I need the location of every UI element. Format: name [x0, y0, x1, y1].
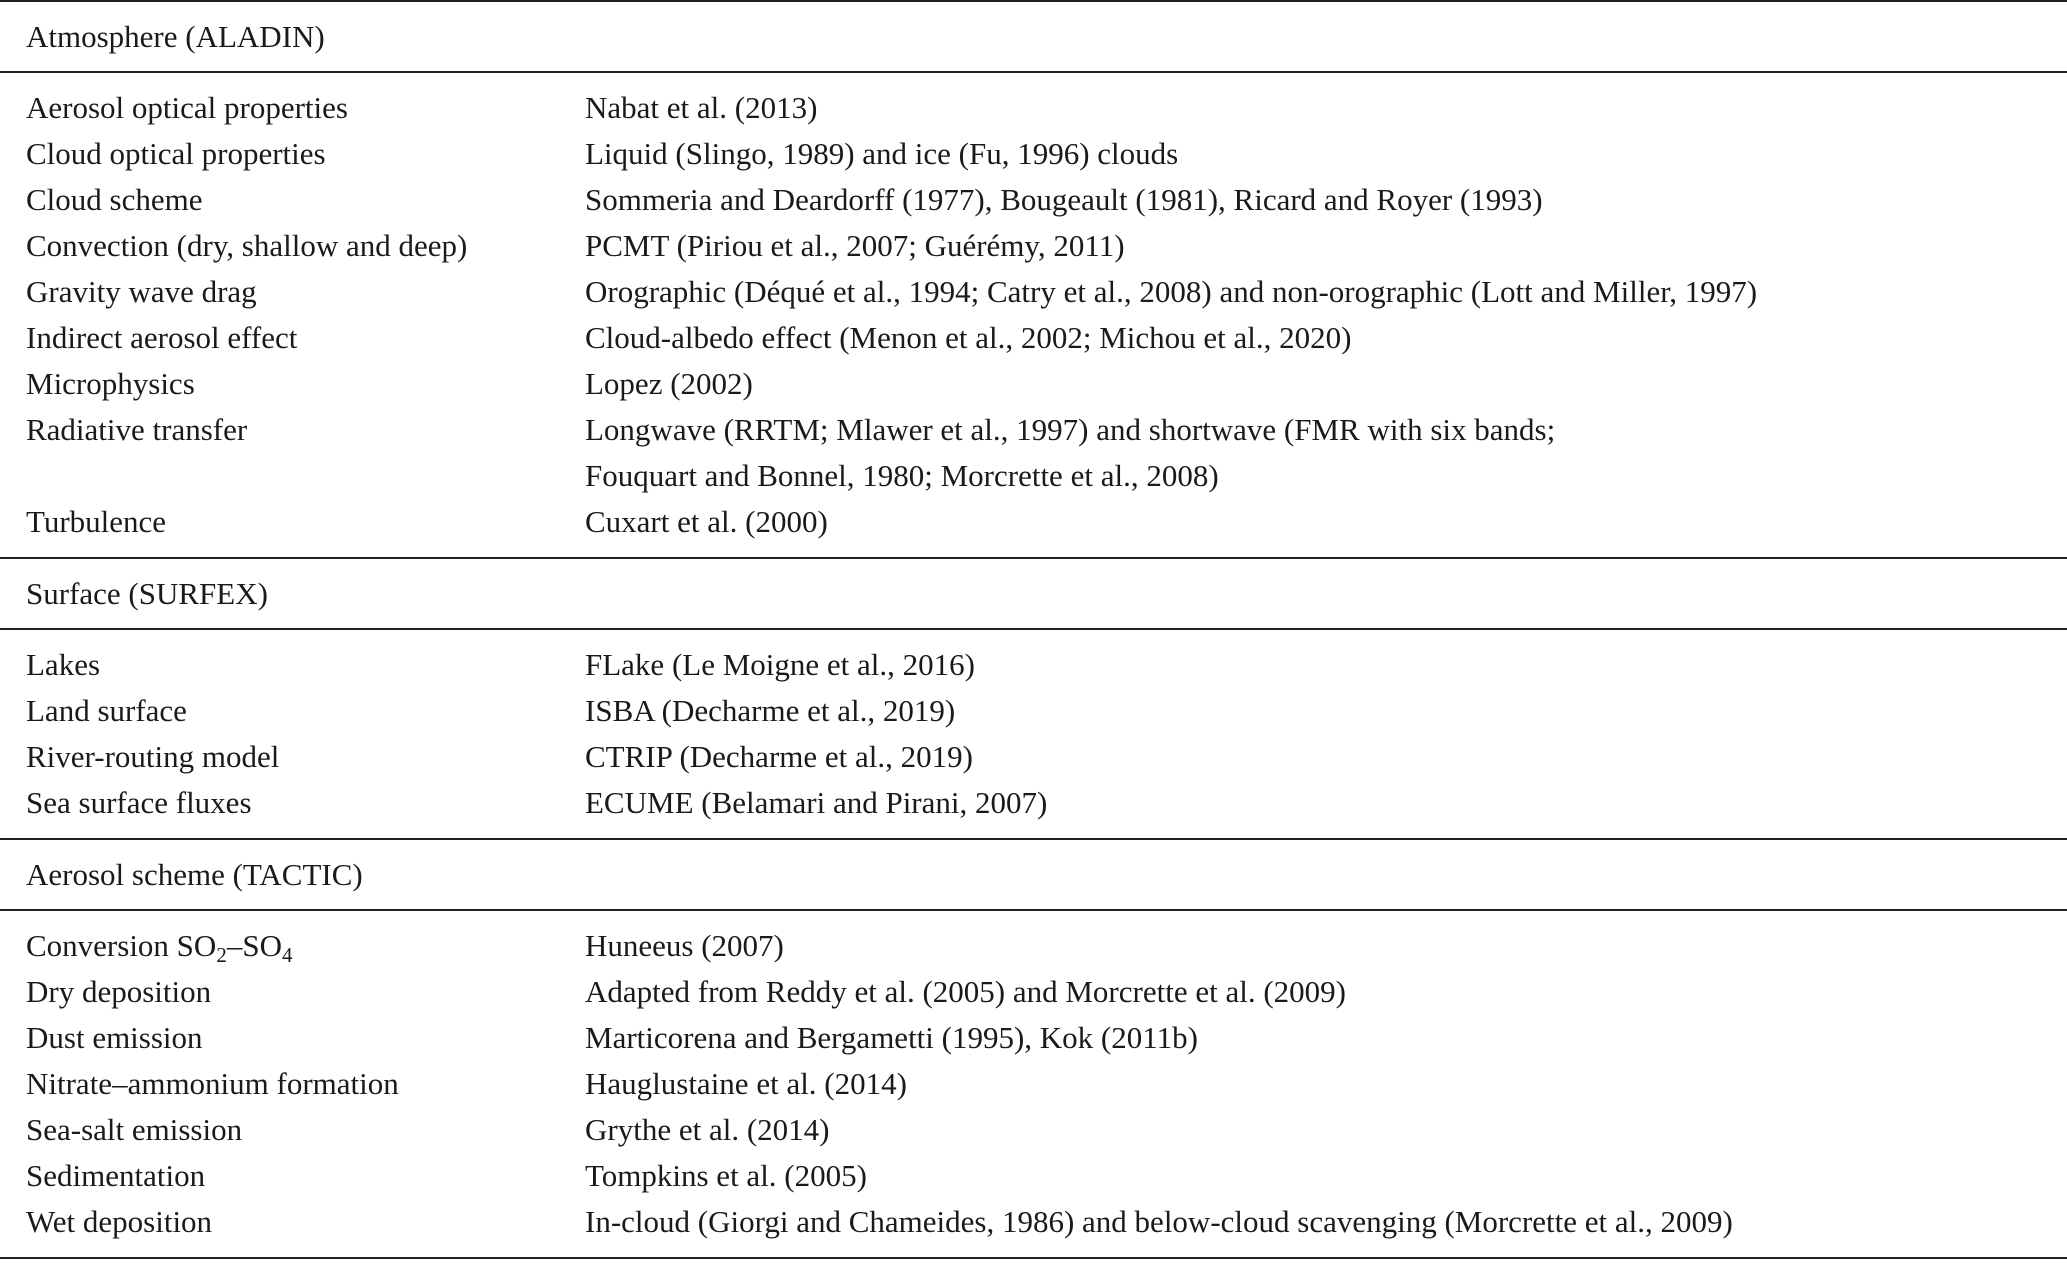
- component-cell: Indirect aerosol effect: [26, 320, 298, 355]
- table-row: [0, 1199, 2067, 1245]
- section-body-aerosol: [0, 911, 2067, 1257]
- component-cell: Aerosol optical properties: [26, 90, 348, 125]
- table-row: [0, 780, 2067, 826]
- component-cell: Convection (dry, shallow and deep): [26, 228, 468, 263]
- reference-line: Longwave (RRTM; Mlawer et al., 1997) and shortwave (FMR with six bands;: [585, 412, 1556, 447]
- component-cell: Wet deposition: [26, 1204, 213, 1239]
- component-cell: Lakes: [26, 647, 101, 682]
- reference-cell: PCMT (Piriou et al., 2007; Guérémy, 2011): [585, 228, 1125, 263]
- reference-cell: Sommeria and Deardorff (1977), Bougeault (1981), Ricard and Royer (1993): [585, 182, 1543, 217]
- table-row: [0, 269, 2067, 315]
- reference-cell: Adapted from Reddy et al. (2005) and Morcrette et al. (2009): [585, 974, 1346, 1009]
- reference-cell: Hauglustaine et al. (2014): [585, 1066, 907, 1101]
- reference-cell: Liquid (Slingo, 1989) and ice (Fu, 1996) clouds: [585, 136, 1179, 171]
- reference-cell: Orographic (Déqué et al., 1994; Catry et al., 2008) and non-orographic (Lott and Miller, 1997): [585, 274, 1758, 309]
- table-row: [0, 923, 2067, 969]
- component-cell: Microphysics: [26, 366, 195, 401]
- component-cell: Sea surface fluxes: [26, 785, 252, 820]
- component-cell: Land surface: [26, 693, 187, 728]
- component-text: Conversion SO: [26, 928, 217, 963]
- table-row: [0, 642, 2067, 688]
- reference-cell: [585, 407, 2067, 499]
- component-cell: Cloud scheme: [26, 182, 203, 217]
- table-row: [0, 1061, 2067, 1107]
- bottom-rule: [0, 1257, 2067, 1259]
- reference-cell: Nabat et al. (2013): [585, 90, 818, 125]
- table-row: [0, 1015, 2067, 1061]
- table-row: [0, 315, 2067, 361]
- reference-cell: In-cloud (Giorgi and Chameides, 1986) and below-cloud scavenging (Morcrette et al., 2009): [585, 1204, 1733, 1239]
- component-cell: Dry deposition: [26, 974, 212, 1009]
- reference-cell: Huneeus (2007): [585, 928, 784, 963]
- component-cell: Radiative transfer: [26, 412, 248, 447]
- table-row: [0, 499, 2067, 545]
- component-cell: Dust emission: [26, 1020, 203, 1055]
- component-cell: Sedimentation: [26, 1158, 206, 1193]
- table-row: [0, 1107, 2067, 1153]
- section-body-surface: [0, 630, 2067, 838]
- section-header-atmosphere: Atmosphere (ALADIN): [26, 18, 325, 54]
- reference-cell: Lopez (2002): [585, 366, 753, 401]
- subscript: 2: [216, 943, 227, 967]
- reference-cell: Grythe et al. (2014): [585, 1112, 830, 1147]
- reference-cell: ISBA (Decharme et al., 2019): [585, 693, 956, 728]
- section-body-atmosphere: [0, 73, 2067, 557]
- table-row: [0, 131, 2067, 177]
- component-cell: Gravity wave drag: [26, 274, 257, 309]
- reference-cell: Cloud-albedo effect (Menon et al., 2002; Michou et al., 2020): [585, 320, 1352, 355]
- reference-cell: Cuxart et al. (2000): [585, 504, 828, 539]
- component-cell: Cloud optical properties: [26, 136, 326, 171]
- component-cell: Turbulence: [26, 504, 167, 539]
- section-header-surface: Surface (SURFEX): [26, 575, 268, 611]
- component-cell: Sea-salt emission: [26, 1112, 243, 1147]
- reference-cell: ECUME (Belamari and Pirani, 2007): [585, 785, 1048, 820]
- table-row: [0, 361, 2067, 407]
- table-row: [0, 407, 2067, 499]
- table-row: [0, 223, 2067, 269]
- reference-line: Fouquart and Bonnel, 1980; Morcrette et al., 2008): [585, 458, 1219, 493]
- component-text: –SO: [226, 928, 282, 963]
- reference-cell: CTRIP (Decharme et al., 2019): [585, 739, 973, 774]
- subscript: 4: [281, 943, 293, 967]
- component-cell: River-routing model: [26, 739, 280, 774]
- table-row: [0, 85, 2067, 131]
- table-row: [0, 688, 2067, 734]
- table-row: [0, 969, 2067, 1015]
- reference-cell: Tompkins et al. (2005): [585, 1158, 867, 1193]
- component-cell: [0, 923, 585, 969]
- section-header-aerosol: Aerosol scheme (TACTIC): [26, 856, 363, 892]
- table-row: [0, 177, 2067, 223]
- component-cell: Nitrate–ammonium formation: [26, 1066, 399, 1101]
- table-row: [0, 1153, 2067, 1199]
- table-row: [0, 734, 2067, 780]
- reference-cell: Marticorena and Bergametti (1995), Kok (2011b): [585, 1020, 1198, 1055]
- reference-cell: FLake (Le Moigne et al., 2016): [585, 647, 975, 682]
